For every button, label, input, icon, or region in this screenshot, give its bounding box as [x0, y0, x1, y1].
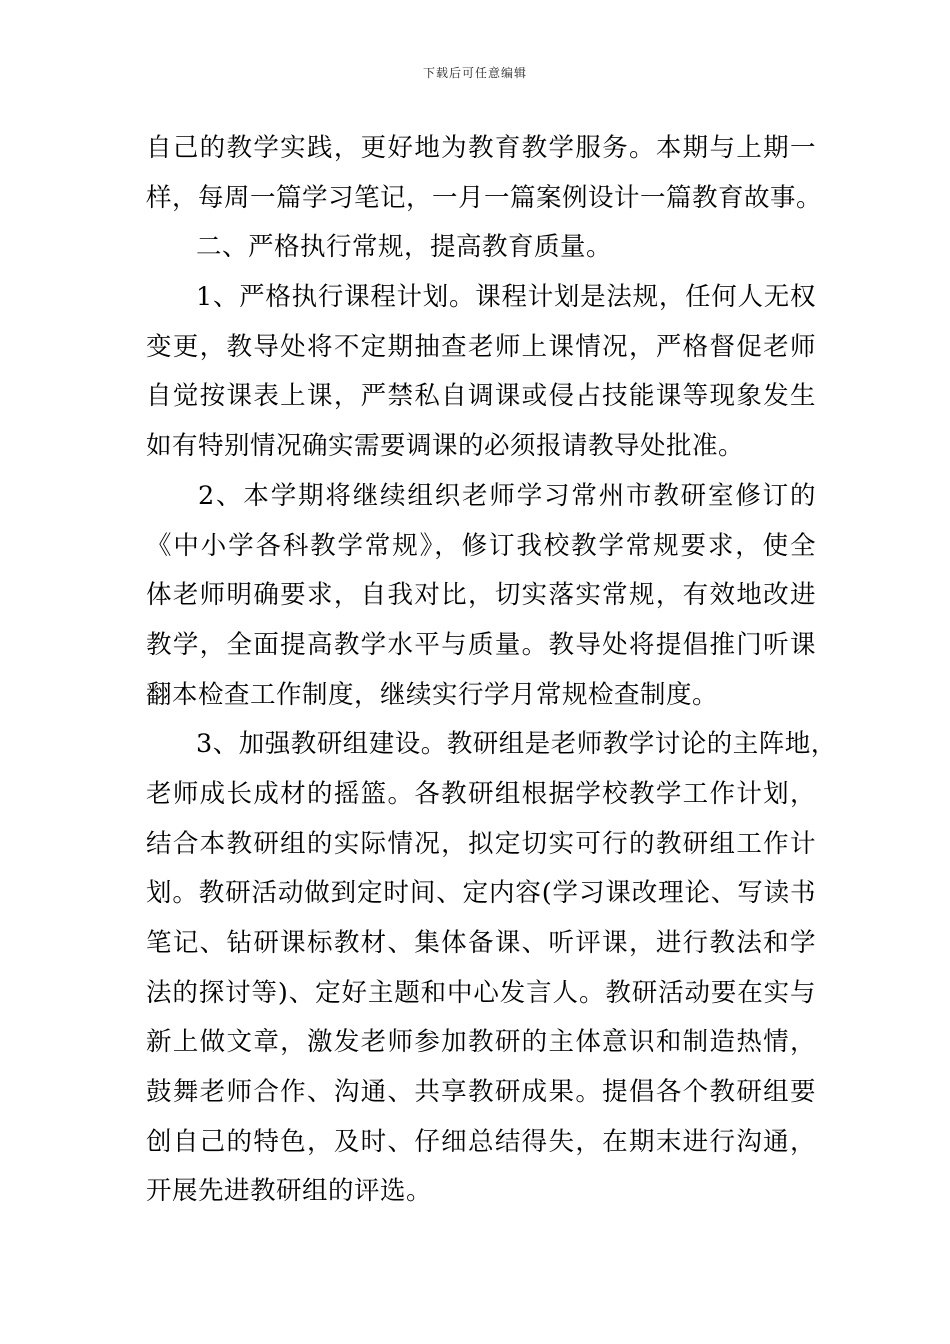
paragraph-line: 自己的教学实践，更好地为教育教学服务。本期与上期一: [146, 133, 816, 163]
paragraph-line: 体老师明确要求，自我对比，切实落实常规，有效地改进: [146, 580, 816, 611]
paragraph-line: 鼓舞老师合作、沟通、共享教研成果。提倡各个教研组要: [146, 1077, 816, 1108]
paragraph-line: 教学，全面提高教学水平与质量。教导处将提倡推门听课: [146, 629, 816, 660]
paragraph-line: 样，每周一篇学习笔记，一月一篇案例设计一篇教育故事。: [146, 182, 823, 213]
paragraph-line: 笔记、钻研课标教材、集体备课、听评课，进行教法和学: [146, 928, 816, 958]
paragraph-line: 老师成长成材的摇篮。各教研组根据学校教学工作计划，: [146, 778, 816, 809]
paragraph-line: 3、加强教研组建设。教研组是老师教学讨论的主阵地，: [196, 729, 837, 760]
paragraph-line: 1、严格执行课程计划。课程计划是法规，任何人无权: [196, 282, 816, 313]
paragraph-line: 《中小学各科教学常规》，修订我校教学常规要求，使全: [146, 530, 816, 561]
paragraph-line: 结合本教研组的实际情况，拟定切实可行的教研组工作计: [146, 828, 816, 859]
paragraph-line: 自觉按课表上课，严禁私自调课或侵占技能课等现象发生: [146, 381, 816, 412]
paragraph-line: 划。教研活动做到定时间、定内容(学习课改理论、写读书: [146, 878, 816, 909]
paragraph-line: 2、本学期将继续组织老师学习常州市教研室修订的: [198, 480, 816, 511]
paragraph-line: 开展先进教研组的评选。: [146, 1176, 433, 1207]
paragraph-line: 翻本检查工作制度，继续实行学月常规检查制度。: [146, 679, 719, 710]
body-text: [146, 124, 837, 1217]
paragraph-line: 创自己的特色，及时、仔细总结得失，在期末进行沟通，: [146, 1126, 816, 1157]
paragraph-line: 新上做文章，激发老师参加教研的主体意识和制造热情，: [146, 1027, 816, 1058]
paragraph-line: 法的探讨等)、定好主题和中心发言人。教研活动要在实与: [146, 977, 816, 1008]
header-note: 下载后可任意编辑: [422, 66, 527, 80]
paragraph-line: 如有特别情况确实需要调课的必须报请教导处批准。: [146, 431, 745, 462]
paragraph-line: 变更，教导处将不定期抽查老师上课情况，严格督促老师: [146, 331, 816, 362]
section-heading: 二、严格执行常规，提高教育质量。: [196, 232, 613, 263]
